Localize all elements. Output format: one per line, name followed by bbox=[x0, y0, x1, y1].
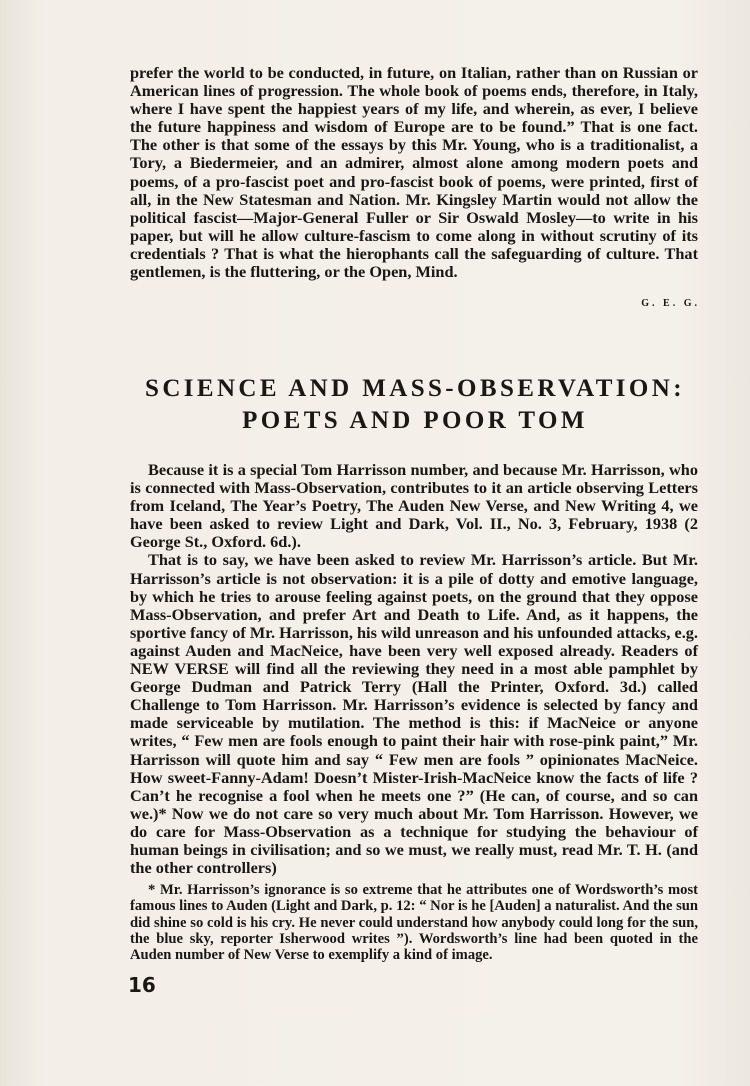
body-paragraph: That is to say, we have been asked to review Mr. Harrisson’s article. But Mr. Harrisson’s article is not observation: it is a pile of dotty and emotive language, by which he tries to arouse feeling against poets, on the ground that they oppose Mass-Observation, and prefer Art and Death to Life. And, as it happens, the sportive fancy of Mr. Harrisson, his wild unreason and his unfounded attacks, e.g. against Auden and MacNeice, have been very well exposed already. Readers of NEW VERSE will find all the reviewing they need in a most able pamphlet by George Dudman and Patrick Terry (Hall the Printer, Oxford. 3d.) called Challenge to Tom Harrisson. Mr. Harrisson’s evidence is selected by fancy and made serviceable by mutilation. The method is this: if MacNeice or anyone writes, “ Few men are fools enough to paint their hair with rose-pink paint,” Mr. Harrisson will quote him and say “ Few men are fools ” opinionates MacNeice. How sweet-Fanny-Adam! Doesn’t Mister-Irish-MacNeice know the facts of life ? Can’t he recognise a fool when he meets one ?” (He can, of course, and so can we.)* Now we do not care so very much about Mr. Tom Harrisson. However, we do care for Mass-Observation as a technique for studying the behaviour of human beings in civilisation; and so we must, we really must, read Mr. T. H. (and the other controllers) bbox=[130, 550, 698, 878]
article-heading bbox=[110, 373, 720, 437]
body-paragraph: Because it is a special Tom Harrisson number, and because Mr. Harrisson, who is connected with Mass-Observation, contributes to it an article observing Letters from Iceland, The Year’s Poetry, The Auden New Verse, and New Writing 4, we have been asked to review Light and Dark, Vol. II., No. 3, February, 1938 (2 George St., Oxford. 6d.). bbox=[130, 460, 698, 552]
continued-text-block bbox=[130, 64, 698, 281]
author-initials: G. E. G. bbox=[641, 298, 700, 309]
heading-line-2: POETS AND POOR TOM bbox=[242, 407, 588, 434]
footnote-text: * Mr. Harrisson’s ignorance is so extreme that he attributes one of Wordsworth’s most famous lines to Auden (Light and Dark, p. 12: “ Nor is he [Auden] a naturalist. And the sun did shine so cold is his cry. He never could understand how anybody could long for the sun, the blue sky, reporter Isherwood writes ”). Wordsworth’s line had been quoted in the Auden number of New Verse to exemplify a kind of image. bbox=[130, 882, 698, 964]
article-body bbox=[130, 461, 698, 877]
heading-line-1: SCIENCE AND MASS-OBSERVATION: bbox=[145, 375, 685, 402]
footnote bbox=[130, 882, 698, 963]
top-paragraph: prefer the world to be conducted, in future, on Italian, rather than on Russian or American lines of progression. The whole book of poems ends, therefore, in Italy, where I have spent the happiest years of my life, and wherein, as ever, I believe the future happiness and wisdom of Europe are to be found.” That is one fact. The other is that some of the essays by this Mr. Young, who is a traditionalist, a Tory, a Biedermeier, and an admirer, almost alone among modern poets and poems, of a pro-fascist poet and pro-fascist book of poems, were printed, first of all, in the New Statesman and Nation. Mr. Kingsley Martin would not allow the political fascist—Major-General Fuller or Sir Oswald Mosley—to write in his paper, but will he allow culture-fascism to come along in without scrutiny of its credentials ? That is what the hierophants call the safeguarding of culture. That gentlemen, is the fluttering, or the Open, Mind. bbox=[130, 63, 698, 282]
page-number: 16 bbox=[128, 973, 156, 997]
